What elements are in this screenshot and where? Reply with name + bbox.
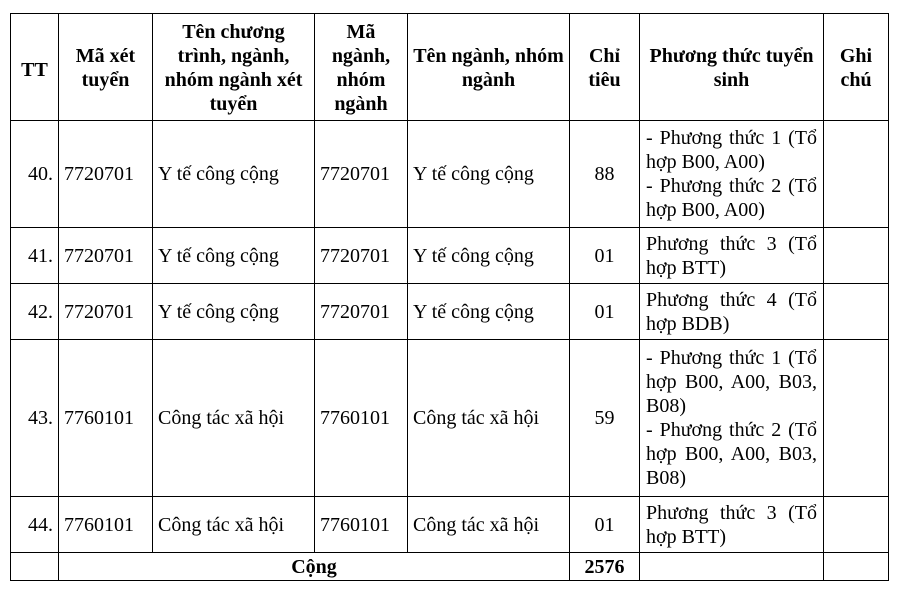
row-ma-nganh: 7720701 — [315, 121, 408, 228]
row-ten-nganh: Y tế công cộng — [408, 284, 570, 340]
header-chi-tieu: Chỉ tiêu — [570, 14, 640, 121]
method-line: - Phương thức 2 (Tổ hợp B00, A00) — [646, 175, 817, 221]
row-ma-xet-tuyen: 7720701 — [59, 284, 153, 340]
table-row — [11, 121, 889, 228]
row-tt: 44. — [11, 497, 59, 553]
row-ghi-chu — [824, 121, 889, 228]
row-ma-nganh: 7720701 — [315, 284, 408, 340]
header-ma-xet-tuyen: Mã xét tuyển — [59, 14, 153, 121]
header-ten-chuong-trinh: Tên chương trình, ngành, nhóm ngành xét tuyển — [153, 14, 315, 121]
total-label: Cộng — [59, 553, 570, 581]
row-ghi-chu — [824, 228, 889, 284]
header-ten-nganh: Tên ngành, nhóm ngành — [408, 14, 570, 121]
header-ghi-chu: Ghi chú — [824, 14, 889, 121]
row-ghi-chu — [824, 284, 889, 340]
row-ghi-chu — [824, 340, 889, 497]
row-ten-nganh: Y tế công cộng — [408, 121, 570, 228]
row-ten-chuong-trinh: Y tế công cộng — [153, 228, 315, 284]
row-ten-nganh: Y tế công cộng — [408, 228, 570, 284]
table-row — [11, 284, 889, 340]
header-tt: TT — [11, 14, 59, 121]
row-phuong-thuc — [640, 497, 824, 553]
row-ten-chuong-trinh: Y tế công cộng — [153, 284, 315, 340]
row-ma-xet-tuyen: 7720701 — [59, 228, 153, 284]
row-ma-xet-tuyen: 7760101 — [59, 497, 153, 553]
total-tt-cell — [11, 553, 59, 581]
row-phuong-thuc — [640, 284, 824, 340]
row-tt: 43. — [11, 340, 59, 497]
row-ma-nganh: 7720701 — [315, 228, 408, 284]
method-line: Phương thức 3 (Tổ hợp BTT) — [646, 232, 817, 279]
total-row — [11, 553, 889, 581]
row-phuong-thuc — [640, 340, 824, 497]
row-ten-nganh: Công tác xã hội — [408, 340, 570, 497]
row-ma-nganh: 7760101 — [315, 497, 408, 553]
row-phuong-thuc — [640, 228, 824, 284]
table-row — [11, 497, 889, 553]
total-note-cell — [824, 553, 889, 581]
admission-table — [10, 13, 889, 581]
header-row — [11, 14, 889, 121]
row-tt: 40. — [11, 121, 59, 228]
row-tt: 42. — [11, 284, 59, 340]
table-row — [11, 228, 889, 284]
row-ma-xet-tuyen: 7720701 — [59, 121, 153, 228]
method-line: - Phương thức 1 (Tổ hợp B00, A00, B03, B08) — [646, 347, 817, 417]
row-chi-tieu: 01 — [570, 284, 640, 340]
row-tt: 41. — [11, 228, 59, 284]
row-ma-nganh: 7760101 — [315, 340, 408, 497]
row-chi-tieu: 01 — [570, 228, 640, 284]
row-ten-chuong-trinh: Y tế công cộng — [153, 121, 315, 228]
method-line: - Phương thức 1 (Tổ hợp B00, A00) — [646, 127, 817, 173]
method-line: Phương thức 3 (Tổ hợp BTT) — [646, 501, 817, 548]
header-phuong-thuc: Phương thức tuyển sinh — [640, 14, 824, 121]
row-phuong-thuc — [640, 121, 824, 228]
method-line: Phương thức 4 (Tổ hợp BDB) — [646, 288, 817, 335]
total-value: 2576 — [570, 553, 640, 581]
header-ma-nganh: Mã ngành, nhóm ngành — [315, 14, 408, 121]
row-ma-xet-tuyen: 7760101 — [59, 340, 153, 497]
row-ten-chuong-trinh: Công tác xã hội — [153, 340, 315, 497]
table-row — [11, 340, 889, 497]
row-ten-nganh: Công tác xã hội — [408, 497, 570, 553]
method-line: - Phương thức 2 (Tổ hợp B00, A00, B03, B08) — [646, 419, 817, 489]
table-body — [11, 121, 889, 553]
row-chi-tieu: 59 — [570, 340, 640, 497]
total-method-cell — [640, 553, 824, 581]
row-chi-tieu: 01 — [570, 497, 640, 553]
row-ghi-chu — [824, 497, 889, 553]
row-ten-chuong-trinh: Công tác xã hội — [153, 497, 315, 553]
row-chi-tieu: 88 — [570, 121, 640, 228]
